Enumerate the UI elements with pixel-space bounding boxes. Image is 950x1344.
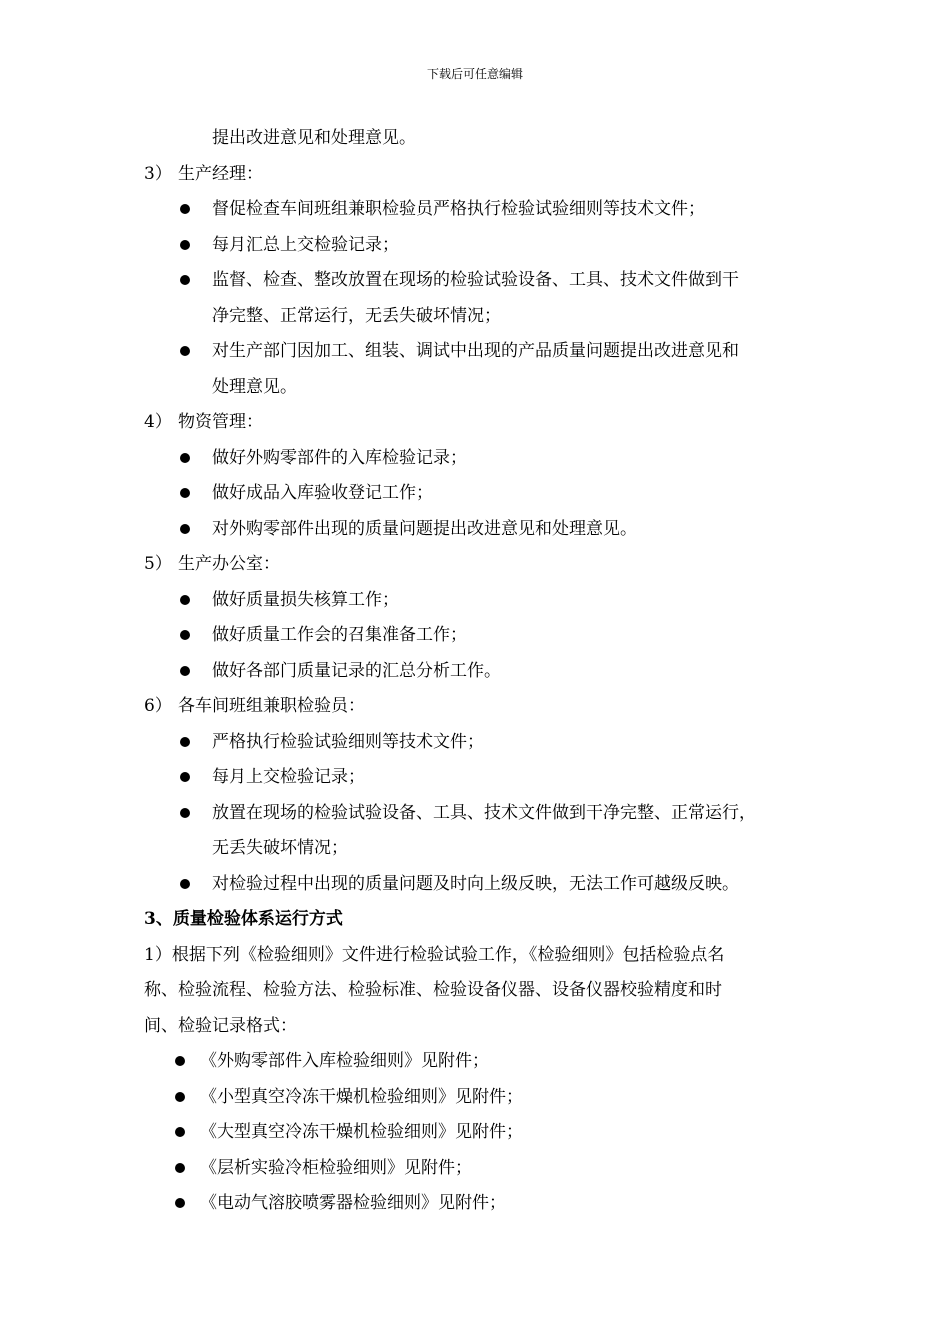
line-text: 1）根据下列《检验细则》文件进行检验试验工作，《检验细则》包括检验点名 [144,945,725,965]
line-text: 放置在现场的检验试验设备、工具、技术文件做到干净完整、正常运行， [212,803,756,823]
bullet-icon [180,630,190,640]
text-line [144,552,280,576]
line-text: 做好成品入库验收登记工作； [212,483,433,503]
bullet-item [200,1156,472,1180]
bullet-icon [180,595,190,605]
line-text: 做好质量损失核算工作； [212,590,399,610]
line-text: 《层析实验冷柜检验细则》见附件； [200,1158,472,1178]
line-text: 监督、检查、整改放置在现场的检验试验设备、工具、技术文件做到干 [212,270,739,290]
line-text: 净完整、正常运行，无丢失破坏情况； [212,306,501,326]
line-text: 生产经理： [178,164,263,184]
bullet-item [200,1191,506,1215]
bullet-icon [175,1198,185,1208]
bullet-icon [180,204,190,214]
line-text: 做好各部门质量记录的汇总分析工作。 [212,661,501,681]
bullet-icon [180,666,190,676]
bullet-item [212,268,739,292]
bullet-icon [180,772,190,782]
list-number: 5） [144,554,172,574]
bullet-icon [180,275,190,285]
text-line [212,836,348,860]
text-line [144,978,722,1002]
bullet-item [200,1120,523,1144]
bullet-item [212,801,756,825]
list-number: 6） [144,696,172,716]
bullet-item [212,730,484,754]
line-text: 《电动气溶胶喷雾器检验细则》见附件； [200,1193,506,1213]
bullet-icon [180,737,190,747]
line-text: 对检验过程中出现的质量问题及时向上级反映，无法工作可越级反映。 [212,874,739,894]
text-line [144,943,724,967]
text-line [212,375,297,399]
text-line [144,162,263,186]
bullet-icon [175,1092,185,1102]
text-line [144,410,263,434]
bullet-item [212,659,501,683]
line-text: 间、检验记录格式： [144,1016,297,1036]
bullet-icon [180,524,190,534]
line-text: 称、检验流程、检验方法、检验标准、检验设备仪器、设备仪器校验精度和时 [144,980,722,1000]
line-text: 《大型真空冷冻干燥机检验细则》见附件； [200,1122,523,1142]
bullet-icon [180,808,190,818]
page-header: 下载后可任意编辑 [426,67,523,81]
line-text: 每月上交检验记录； [212,767,365,787]
text-line [144,694,365,718]
line-text: 做好外购零部件的入库检验记录； [212,448,467,468]
bullet-item [212,481,433,505]
section-heading [144,907,343,931]
bullet-icon [175,1163,185,1173]
bullet-icon [180,488,190,498]
list-number: 4） [144,412,172,432]
bullet-item [212,872,739,896]
line-text: 3、质量检验体系运行方式 [144,909,343,929]
line-text: 《外购零部件入库检验细则》见附件； [200,1051,489,1071]
bullet-item [212,765,365,789]
line-text: 对生产部门因加工、组装、调试中出现的产品质量问题提出改进意见和 [212,341,739,361]
bullet-icon [175,1056,185,1066]
bullet-item [212,446,467,470]
text-line [212,304,501,328]
bullet-icon [180,453,190,463]
bullet-item [200,1085,523,1109]
text-line [212,126,416,150]
line-text: 物资管理： [178,412,263,432]
text-line [144,1014,297,1038]
bullet-item [212,339,739,363]
line-text: 做好质量工作会的召集准备工作； [212,625,467,645]
bullet-item [212,517,637,541]
bullet-icon [180,346,190,356]
line-text: 处理意见。 [212,377,297,397]
bullet-item [212,197,705,221]
line-text: 无丢失破坏情况； [212,838,348,858]
bullet-item [200,1049,489,1073]
bullet-icon [180,879,190,889]
bullet-item [212,233,399,257]
list-number: 3） [144,164,172,184]
line-text: 《小型真空冷冻干燥机检验细则》见附件； [200,1087,523,1107]
line-text: 生产办公室： [178,554,280,574]
bullet-icon [180,240,190,250]
line-text: 每月汇总上交检验记录； [212,235,399,255]
line-text: 严格执行检验试验细则等技术文件； [212,732,484,752]
bullet-item [212,623,467,647]
line-text: 督促检查车间班组兼职检验员严格执行检验试验细则等技术文件； [212,199,705,219]
bullet-item [212,588,399,612]
bullet-icon [175,1127,185,1137]
line-text: 对外购零部件出现的质量问题提出改进意见和处理意见。 [212,519,637,539]
line-text: 提出改进意见和处理意见。 [212,128,416,148]
line-text: 各车间班组兼职检验员： [178,696,365,716]
